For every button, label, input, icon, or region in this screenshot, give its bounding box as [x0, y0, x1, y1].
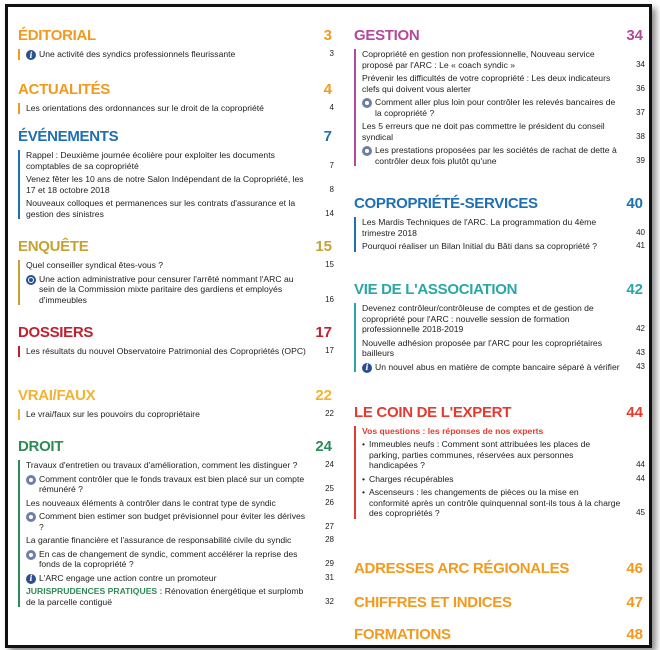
section-entries — [354, 426, 649, 519]
toc-entry-page: 15 — [325, 260, 334, 269]
toc-entry-text: Travaux d'entretien ou travaux d'amélioration, comment les distinguer ? — [26, 460, 298, 470]
section-header — [8, 128, 338, 150]
section-header — [8, 387, 338, 409]
section-actualites — [8, 81, 338, 117]
toc-entry[interactable] — [26, 260, 338, 271]
toc-entry[interactable] — [362, 73, 649, 94]
section-entries — [354, 217, 649, 252]
section-header — [8, 81, 338, 103]
toc-entry-text: Nouveaux colloques et permanences sur les contrats d'assurance et la gestion des sinistres — [26, 198, 296, 219]
toc-entry-page: 24 — [325, 460, 334, 469]
info-icon: i — [362, 363, 372, 373]
toc-entry[interactable] — [26, 535, 338, 546]
toc-entry-text: Pourquoi réaliser un Bilan Initial du Bâti dans sa copropriété ? — [362, 241, 598, 251]
info-icon: i — [26, 574, 36, 584]
toc-entry[interactable] — [362, 49, 649, 70]
toc-entry[interactable] — [362, 439, 649, 471]
toc-entry-page: 42 — [636, 324, 645, 333]
section-page-number: 17 — [315, 324, 332, 341]
section-formations — [344, 626, 649, 648]
toc-entry-text: En cas de changement de syndic, comment accélérer la reprise des fonds de la copropriété ? — [39, 548, 298, 569]
toc-entry-text — [26, 586, 310, 607]
section-header — [344, 594, 649, 616]
section-entries — [18, 103, 338, 114]
toc-entry-text: • Immeubles neufs : Comment sont attribuées les places de parking, parties communes, réservées aux personnes handicapées ? — [369, 439, 591, 470]
section-entries — [354, 303, 649, 372]
toc-entry-page: 43 — [636, 348, 645, 357]
section-header — [8, 238, 338, 260]
toc-entry-text: Le vrai/faux sur les pouvoirs du copropriétaire — [26, 409, 200, 419]
toc-entry-page: 29 — [325, 559, 334, 568]
toc-entry-title: Rénovation énergétique et surplomb de la parcelle contiguë — [26, 586, 304, 607]
toc-entry[interactable] — [26, 573, 338, 584]
toc-entry-text: Comment bien estimer son budget prévisionnel pour éviter les dérives ? — [39, 511, 306, 532]
toc-entry[interactable] — [26, 198, 338, 219]
toc-entry-page: 4 — [329, 103, 334, 112]
section-title[interactable]: ÉVÉNEMENTS — [18, 128, 119, 145]
section-page-number: 46 — [626, 560, 643, 577]
section-entries — [18, 346, 338, 357]
toc-entry[interactable] — [362, 241, 649, 252]
toc-entry[interactable] — [26, 150, 338, 171]
toc-entry-page: 3 — [329, 49, 334, 58]
gear-icon — [362, 98, 372, 108]
toc-entry-page: 40 — [636, 227, 645, 237]
toc-entry[interactable] — [26, 49, 338, 60]
toc-entry-page: 26 — [325, 497, 334, 507]
section-title[interactable]: GESTION — [354, 27, 420, 44]
toc-entry-text: Copropriété en gestion non professionnelle, Nouveau service proposé par l'ARC : Le « coach syndic » — [362, 49, 595, 70]
toc-entry-page: 27 — [325, 521, 334, 531]
section-vie_association — [344, 281, 649, 375]
section-entries — [18, 49, 338, 60]
toc-entry-text: Comment contrôler que le fonds travaux est bien placé sur un compte rémunéré ? — [39, 473, 305, 494]
toc-entry-page: 25 — [325, 484, 334, 493]
toc-entry[interactable] — [362, 338, 649, 359]
section-evenements — [8, 128, 338, 222]
toc-entry-text: Les 5 erreurs que ne doit pas commettre le président du conseil syndical — [362, 121, 605, 142]
toc-entry-text: • Ascenseurs : les changements de pièces ou la mise en conformité après un contrôle quinquennal sont-ils tous à la charge des copropriétés ? — [369, 487, 621, 518]
toc-entry[interactable] — [362, 217, 649, 238]
toc-entry[interactable] — [362, 474, 649, 485]
toc-entry-text: Rappel : Deuxième journée écolière pour exploiter les documents comptables de sa copropriété — [26, 150, 275, 171]
toc-entry-text: Un nouvel abus en matière de compte bancaire séparé à vérifier — [375, 361, 620, 372]
section-enquete — [8, 238, 338, 308]
section-title[interactable]: ÉDITORIAL — [18, 27, 96, 44]
toc-entry-text: Les résultats du nouvel Observatoire Patrimonial des Copropriétés (OPC) — [26, 346, 306, 356]
toc-entry-text: • Charges récupérables — [369, 473, 454, 484]
section-page-number: 15 — [315, 238, 332, 255]
section-title[interactable]: ENQUÊTE — [18, 238, 89, 255]
toc-entry[interactable] — [26, 549, 338, 570]
section-title[interactable]: ACTUALITÉS — [18, 81, 110, 98]
section-title[interactable]: CHIFFRES ET INDICES — [354, 594, 512, 611]
toc-entry[interactable] — [26, 460, 338, 471]
section-adresses — [344, 560, 649, 582]
section-header — [344, 404, 649, 426]
section-subtitle: Vos questions : les réponses de nos experts — [362, 426, 544, 436]
section-header — [344, 560, 649, 582]
toc-entry-text: Prévenir les difficultés de votre copropriété : Les deux indicateurs clefs qui doivent vous alerter — [362, 73, 611, 94]
section-page-number: 42 — [626, 281, 643, 298]
section-entries — [18, 150, 338, 219]
section-entries — [354, 49, 649, 166]
toc-entry[interactable] — [362, 145, 649, 166]
info-icon: i — [26, 50, 36, 60]
toc-entry-text: L'ARC engage une action contre un promoteur — [39, 572, 217, 583]
toc-entry-page: 41 — [636, 241, 645, 250]
toc-entry-page: 39 — [636, 155, 645, 165]
gear-icon — [26, 475, 36, 485]
toc-entry[interactable] — [362, 303, 649, 335]
toc-entry-text: Devenez contrôleur/contrôleuse de comptes et de gestion de copropriété pour l'ARC : nouvelle session de formation professionnelle 2018-2019 — [362, 303, 594, 334]
toc-entry-text: Nouvelle adhésion proposée par l'ARC pour les copropriétaires bailleurs — [362, 337, 603, 358]
section-header — [8, 27, 338, 49]
section-page-number: 48 — [626, 626, 643, 643]
section-title[interactable]: COPROPRIÉTÉ-SERVICES — [354, 195, 538, 212]
toc-entry[interactable] — [362, 121, 649, 142]
toc-entry-text: Comment aller plus loin pour contrôler les relevés bancaires de la copropriété ? — [375, 97, 616, 118]
globe-icon — [26, 275, 36, 285]
toc-entry-text: Les Mardis Techniques de l'ARC. La programmation du 4ème trimestre 2018 — [362, 217, 597, 238]
section-title[interactable]: ADRESSES ARC RÉGIONALES — [354, 560, 570, 577]
toc-entry-text: Une action administrative pour censurer l'arrêté nommant l'ARC au sein de la Commission mixte paritaire des gardiens et employés d'immeubles — [39, 273, 294, 305]
toc-entry[interactable] — [26, 409, 338, 420]
section-dossiers — [8, 324, 338, 360]
toc-entry[interactable] — [26, 498, 338, 509]
toc-entry-page: 14 — [325, 208, 334, 218]
toc-entry-text: Une activité des syndics professionnels fleurissante — [39, 49, 236, 59]
section-entries — [18, 409, 338, 420]
gear-icon — [362, 146, 372, 156]
section-header — [8, 324, 338, 346]
toc-entry[interactable] — [362, 97, 649, 118]
toc-entry-label: JURISPRUDENCES PRATIQUES : — [26, 586, 163, 596]
toc-entry[interactable] — [362, 487, 649, 519]
gear-icon — [26, 550, 36, 560]
section-header — [344, 281, 649, 303]
toc-entry-text: Quel conseiller syndical êtes-vous ? — [26, 260, 164, 270]
toc-entry-page: 44 — [636, 460, 645, 469]
section-title[interactable]: DROIT — [18, 438, 64, 455]
section-page-number: 22 — [315, 387, 332, 404]
gear-icon — [26, 512, 36, 522]
toc-entry[interactable] — [26, 274, 338, 306]
toc-entry-page: 28 — [325, 535, 334, 544]
section-droit — [8, 438, 338, 610]
toc-entry[interactable] — [26, 586, 338, 607]
toc-entry-page: 45 — [636, 508, 645, 517]
section-header — [8, 438, 338, 460]
toc-entry-page: 37 — [636, 107, 645, 117]
toc-entry-page: 36 — [636, 83, 645, 93]
toc-entry-text: Les orientations des ordonnances sur le droit de la copropriété — [26, 103, 264, 113]
section-copropriete_services — [344, 195, 649, 255]
toc-entry-page: 43 — [636, 361, 645, 371]
section-gestion — [344, 27, 649, 169]
toc-entry-page: 34 — [636, 59, 645, 69]
section-coin_expert — [344, 404, 649, 522]
toc-entry-text: Les nouveaux éléments à contrôler dans le contrat type de syndic — [26, 497, 276, 508]
toc-entry[interactable] — [26, 511, 338, 532]
section-page-number: 40 — [626, 195, 643, 212]
section-vraifaux — [8, 387, 338, 423]
toc-entry[interactable] — [26, 346, 338, 357]
toc-entry-page: 44 — [636, 473, 645, 483]
toc-entry[interactable] — [26, 174, 338, 195]
toc-entry-page: 17 — [325, 346, 334, 355]
toc-page — [5, 4, 652, 648]
section-header — [344, 27, 649, 49]
toc-entry[interactable] — [26, 474, 338, 495]
section-entries — [18, 260, 338, 305]
section-page-number: 7 — [323, 128, 332, 145]
section-page-number: 4 — [323, 81, 332, 98]
section-page-number: 24 — [315, 438, 332, 455]
toc-entry-text: La garantie financière et l'assurance de responsabilité civile du syndic — [26, 535, 292, 545]
section-header — [344, 195, 649, 217]
toc-entry-page: 32 — [325, 596, 334, 606]
section-title[interactable]: DOSSIERS — [18, 324, 94, 341]
toc-entry-page: 22 — [325, 409, 334, 418]
section-title[interactable]: VRAI/FAUX — [18, 387, 96, 404]
section-page-number: 3 — [323, 27, 332, 44]
section-page-number: 34 — [626, 27, 643, 44]
toc-entry[interactable] — [26, 103, 338, 114]
section-header — [344, 626, 649, 648]
section-page-number: 44 — [626, 404, 643, 421]
section-entries — [18, 460, 338, 607]
section-chiffres — [344, 594, 649, 616]
toc-entry-page: 16 — [325, 294, 334, 304]
toc-entry-page: 31 — [325, 572, 334, 582]
toc-entry[interactable] — [362, 362, 649, 373]
toc-entry-page: 8 — [329, 184, 334, 194]
toc-entry-text: Venez fêter les 10 ans de notre Salon Indépendant de la Copropriété, les 17 et 18 octobre 2018 — [26, 174, 304, 195]
section-page-number: 47 — [626, 594, 643, 611]
section-title[interactable]: VIE DE L'ASSOCIATION — [354, 281, 518, 298]
section-editorial — [8, 27, 338, 63]
toc-entry-page: 38 — [636, 131, 645, 141]
section-title[interactable]: FORMATIONS — [354, 626, 451, 643]
toc-entry-page: 7 — [329, 160, 334, 170]
toc-entry-text: Les prestations proposées par les sociétés de rachat de dette à contrôler deux fois plutôt qu'une — [375, 145, 617, 166]
section-title[interactable]: LE COIN DE L'EXPERT — [354, 404, 512, 421]
